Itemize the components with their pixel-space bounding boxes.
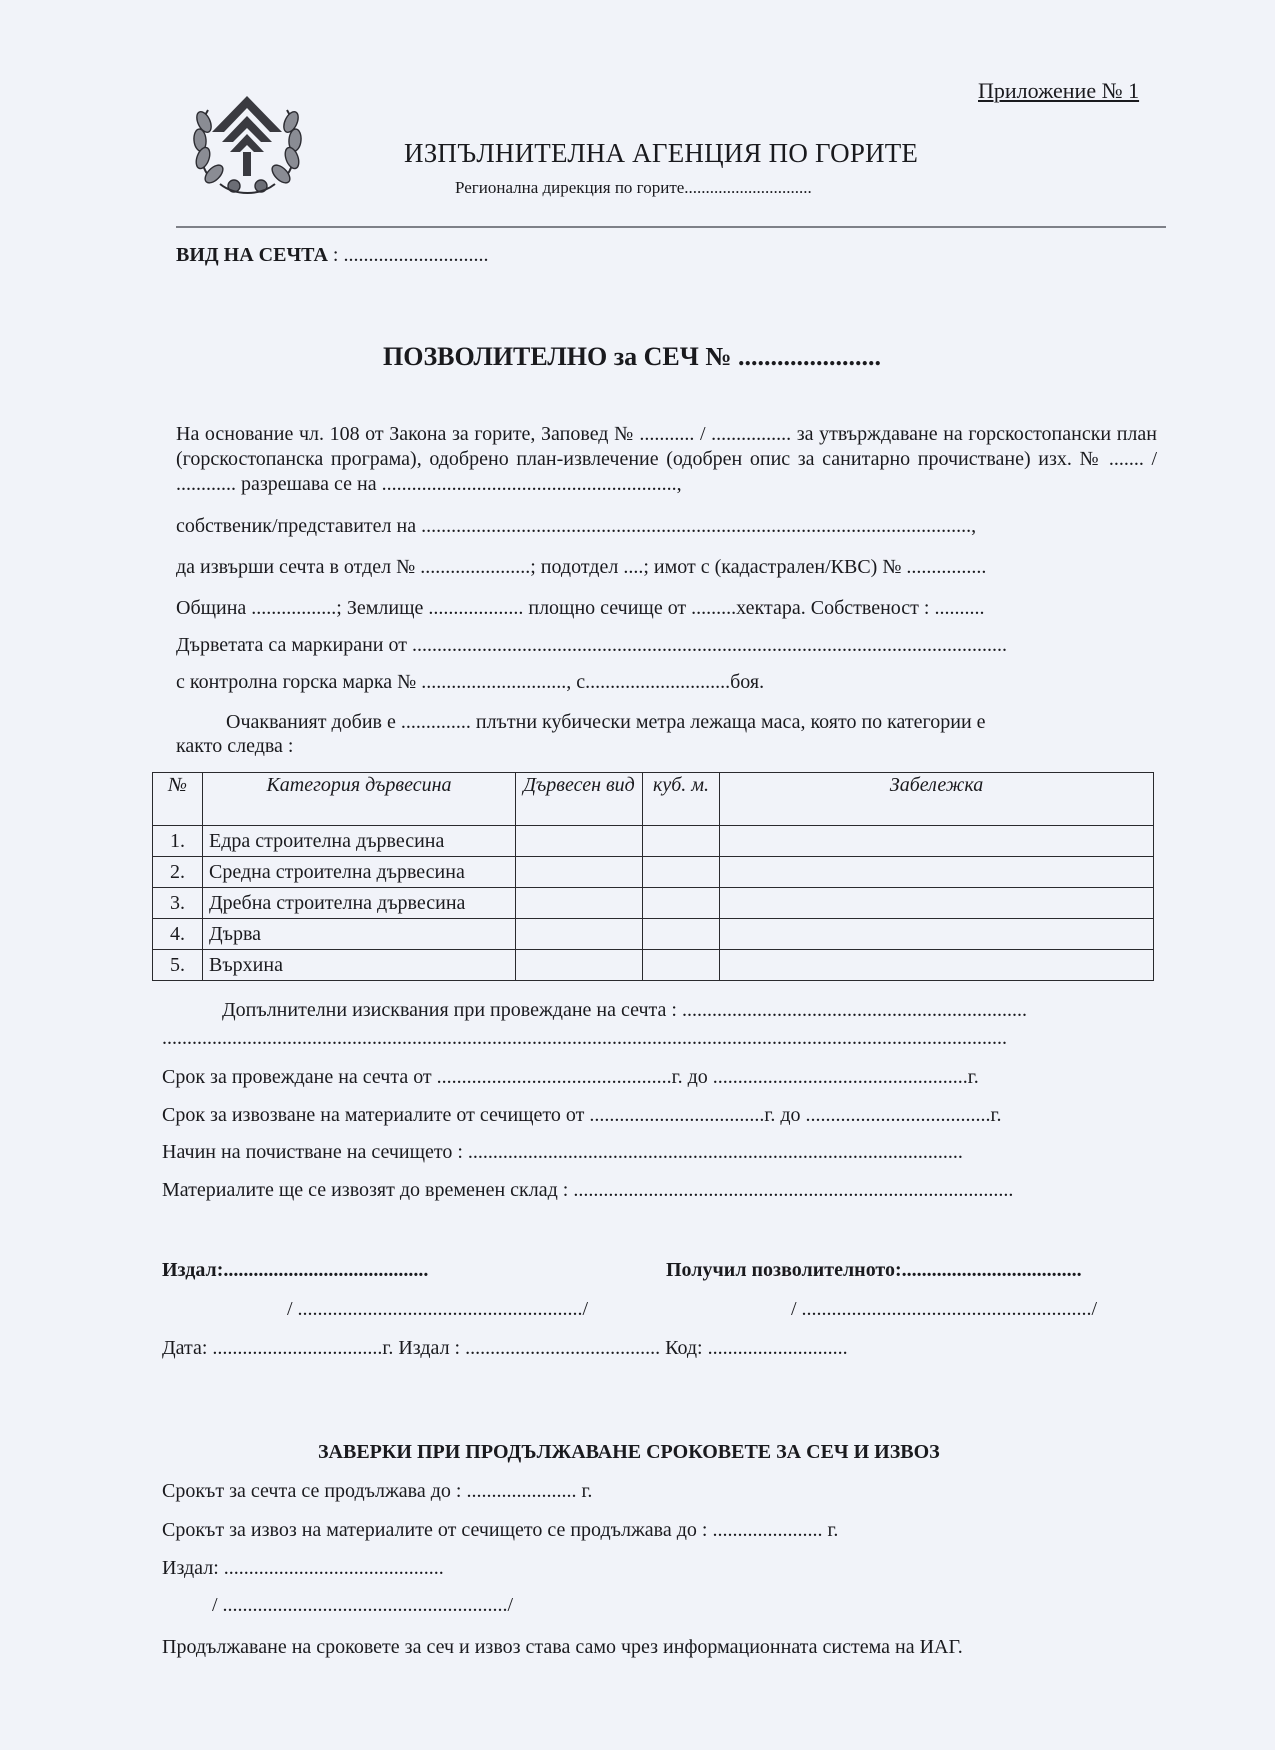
storage-line: Материалите ще се извозят до временен склад : ........................................................................................: [162, 1179, 1014, 1201]
mark-number-line: с контролна горска марка № ............................., с.............................боя.: [176, 671, 765, 693]
row-number: 4.: [153, 919, 203, 950]
agency-name: ИЗПЪЛНИТЕЛНА АГЕНЦИЯ ПО ГОРИТЕ: [404, 138, 919, 168]
row-category: Дребна строителна дървесина: [203, 888, 516, 919]
regional-directorate: Регионална дирекция по горите..............................: [455, 178, 812, 197]
cut-type-label: ВИД НА СЕЧТА: [176, 244, 328, 266]
row-volume-cell[interactable]: [643, 826, 720, 857]
cut-type-line: [176, 244, 488, 267]
table-row: [153, 888, 1154, 919]
row-note-cell[interactable]: [720, 919, 1154, 950]
row-category: Средна строителна дървесина: [203, 857, 516, 888]
cleaning-method-line: Начин на почистване на сечището : ...................................................................................................: [162, 1141, 963, 1163]
requirements-line: Допълнителни изисквания при провеждане на сечта : .....................................................................: [222, 999, 1027, 1021]
table-row: [153, 919, 1154, 950]
cut-term-line: Срок за провеждане на сечта от ...............................................г. до ...................................................г.: [162, 1066, 979, 1088]
received-by-line: [666, 1259, 1082, 1282]
row-number: 5.: [153, 950, 203, 981]
yield-line: Очакваният добив е .............. плътни кубически метра лежаща маса, която по категории е: [226, 711, 986, 733]
row-note-cell[interactable]: [720, 826, 1154, 857]
date-line: Дата: ..................................г. Издал : ....................................... Код: ............................: [162, 1337, 848, 1359]
removal-term-line: Срок за извозване на материалите от сечището от ...................................г. до .....................................г.: [162, 1104, 1002, 1126]
col-header-no: №: [153, 773, 203, 826]
col-header-note: Забележка: [720, 773, 1154, 826]
extension-note: Продължаване на сроковете за сеч и извоз става само чрез информационната система на ИАГ.: [162, 1636, 963, 1658]
row-number: 1.: [153, 826, 203, 857]
received-by-label: Получил позволителното:: [666, 1259, 902, 1281]
table-row: [153, 826, 1154, 857]
row-volume-cell[interactable]: [643, 888, 720, 919]
row-number: 3.: [153, 888, 203, 919]
row-volume-cell[interactable]: [643, 857, 720, 888]
row-species-cell[interactable]: [516, 826, 643, 857]
marked-by-line: Дърветата са маркирани от .......................................................................................................................: [176, 634, 1007, 656]
yield-line-cont: както следва :: [176, 735, 294, 757]
permit-title: ПОЗВОЛИТЕЛНО за СЕЧ № ......................: [383, 342, 881, 371]
forest-agency-emblem-icon: [190, 88, 305, 200]
row-category: Върхина: [203, 950, 516, 981]
issued-by-label: Издал:: [162, 1259, 224, 1281]
row-category: Едра строителна дървесина: [203, 826, 516, 857]
removal-extension-line: Срокът за извоз на материалите от сечището се продължава до : ...................... г.: [162, 1519, 839, 1541]
requirements-line-cont: .........................................................................................................................................................................: [162, 1027, 1007, 1049]
issued-by-line: [162, 1259, 428, 1282]
table-header-row: [153, 773, 1154, 826]
owner-line: собственик/представител на ..............................................................................................................,: [176, 515, 977, 537]
municipality-line: Община .................; Землище ................... площно сечище от .........хектара. Собственост : ..........: [176, 597, 985, 619]
extension-issued-line: Издал: ............................................: [162, 1557, 444, 1579]
issued-by-dots: .........................................: [223, 1259, 429, 1281]
col-header-volume: куб. м.: [643, 773, 720, 826]
extension-signature-line: / ........................................................./: [212, 1594, 514, 1616]
cut-type-value: : .............................: [327, 244, 489, 266]
row-volume-cell[interactable]: [643, 919, 720, 950]
receiver-signature-line: / ........................................................../: [791, 1298, 1098, 1320]
row-note-cell[interactable]: [720, 888, 1154, 919]
col-header-category: Категория дървесина: [203, 773, 516, 826]
row-species-cell[interactable]: [516, 857, 643, 888]
received-by-dots: ....................................: [901, 1259, 1082, 1281]
header-divider: [176, 226, 1166, 228]
col-header-species: Дървесен вид: [516, 773, 643, 826]
row-species-cell[interactable]: [516, 919, 643, 950]
timber-category-table: [152, 772, 1154, 981]
row-number: 2.: [153, 857, 203, 888]
row-note-cell[interactable]: [720, 857, 1154, 888]
extension-section-title: ЗАВЕРКИ ПРИ ПРОДЪЛЖАВАНЕ СРОКОВЕТЕ ЗА СЕЧ И ИЗВОЗ: [318, 1441, 940, 1463]
location-line: да извърши сечта в отдел № ......................; подотдел ....; имот с (кадастрален/КВС) № ................: [176, 556, 987, 578]
table-row: [153, 857, 1154, 888]
row-species-cell[interactable]: [516, 950, 643, 981]
row-category: Дърва: [203, 919, 516, 950]
row-species-cell[interactable]: [516, 888, 643, 919]
row-volume-cell[interactable]: [643, 950, 720, 981]
row-note-cell[interactable]: [720, 950, 1154, 981]
cut-extension-line: Срокът за сечта се продължава до : ...................... г.: [162, 1480, 593, 1502]
basis-paragraph: На основание чл. 108 от Закона за горите, Заповед № ........... / ................ за утвърждаване на горскостопански план (горскостопанска програма), одобрено план-извлечение (одобрен опис за санитарно прочистване) изх. № ....... / ............ разрешава се на ...........................................................,: [176, 423, 1157, 495]
issuer-signature-line: / ........................................................./: [287, 1298, 589, 1320]
appendix-label: Приложение № 1: [978, 78, 1140, 103]
table-row: [153, 950, 1154, 981]
